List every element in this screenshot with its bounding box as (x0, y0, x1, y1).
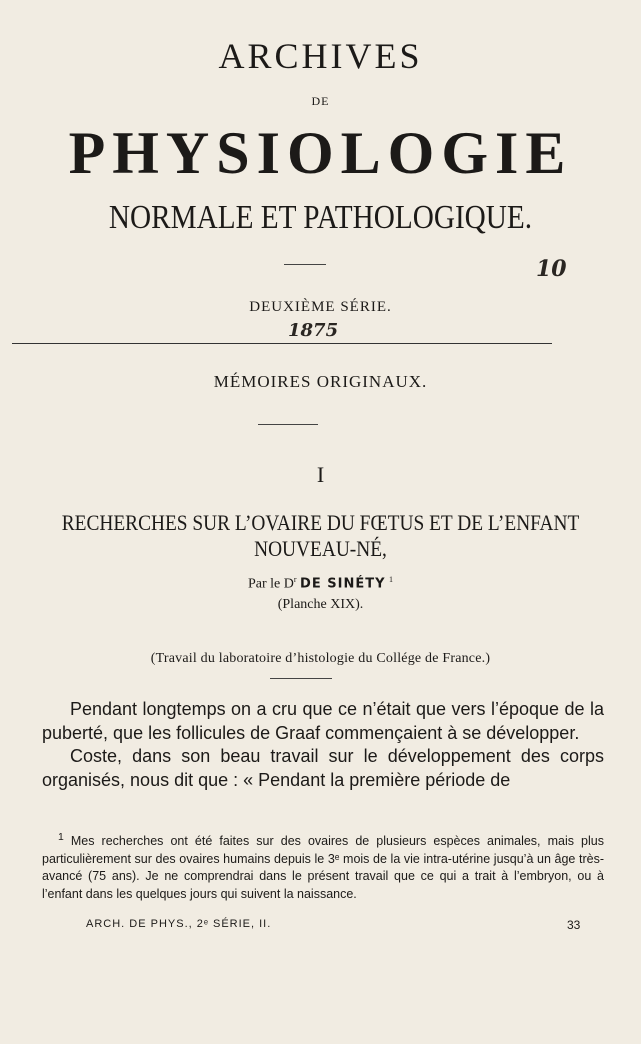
article-title-line2: NOUVEAU-NÉ, (254, 536, 387, 561)
handwritten-mark: 10 (536, 256, 567, 282)
section-rule (258, 424, 318, 425)
plate-reference: (Planche XIX). (277, 597, 364, 612)
section-heading: MÉMOIRES ORIGINAUX. (213, 372, 428, 391)
article-number: I (316, 462, 325, 487)
article-byline (0, 571, 641, 594)
laboratory-note: (Travail du laboratoire d’histologie du Collége de France.) (150, 651, 491, 666)
header-short-rule (284, 264, 326, 265)
journal-title-archives: ARCHIVES (218, 36, 423, 76)
signature-line: ARCH. DE PHYS., 2ᵉ SÉRIE, II. (86, 918, 272, 930)
byline-prefix: Par le D (247, 576, 294, 592)
footnote-marker: 1 (58, 832, 64, 843)
page-number: 33 (567, 918, 581, 932)
footnote (42, 829, 604, 903)
journal-subtitle: NORMALE ET PATHOLOGIQUE. (108, 199, 533, 236)
body-paragraph-2: Coste, dans son beau travail sur le développement des corps organisés, nous dit que : « Pendant la première période de (42, 746, 604, 790)
body-paragraph-1: Pendant longtemps on a cru que ce n’était que vers l’époque de la puberté, que les follicules de Graaf commençaient à se développer. (42, 699, 604, 743)
footnote-reference: 1 (389, 575, 393, 584)
lab-rule (270, 678, 332, 679)
article-title-line1: RECHERCHES SUR L’OVAIRE DU FŒTUS ET DE L’ENFANT (61, 510, 580, 535)
journal-title-physiologie: PHYSIOLOGIE (68, 120, 573, 186)
author-name: DE SINÉTY (300, 576, 386, 592)
journal-title-de: DE (311, 94, 330, 108)
byline-sup: r (293, 575, 297, 584)
series-label: DEUXIÈME SÉRIE. (249, 299, 392, 315)
handwritten-year: 1875 (288, 320, 339, 341)
header-long-rule (12, 343, 552, 344)
body-text (42, 698, 604, 792)
footnote-text: Mes recherches ont été faites sur des ovaires de plusieurs espèces animales, mais plus particulièrement sur des ovaires humains depuis le 3ᵉ mois de la vie intra-utérine jusqu’à un âge très-avancé (75 ans). Je ne comprendrai dans le présent travail que ce qui a trait à l’embryon, ou à l’enfant dans les quelques jours qui suivent la naissance. (42, 834, 604, 901)
